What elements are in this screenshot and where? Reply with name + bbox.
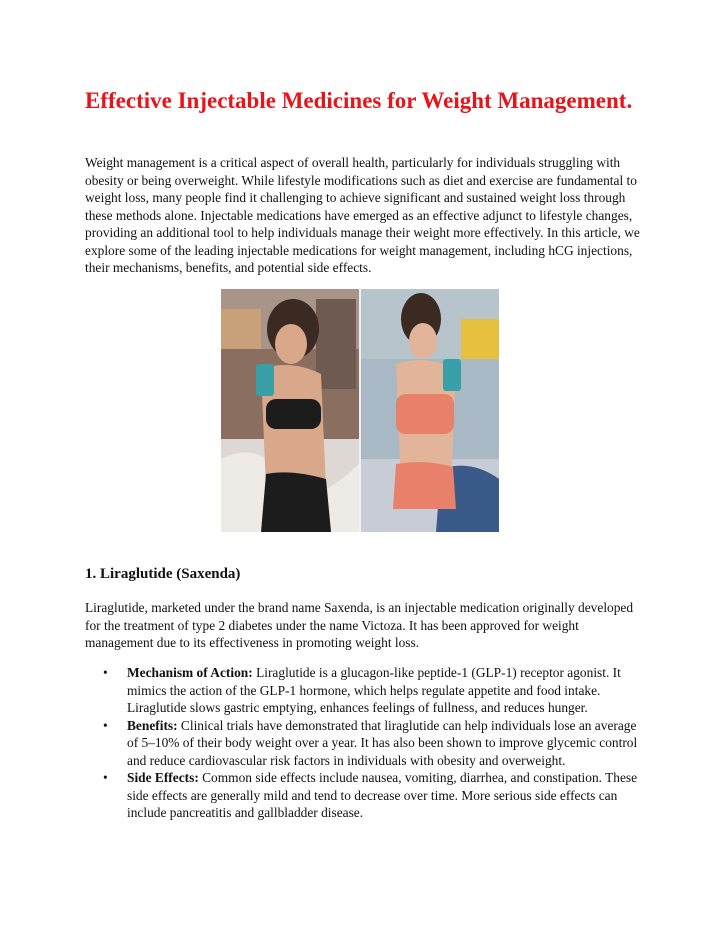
bullet-icon: • <box>103 665 108 680</box>
before-after-photo <box>221 289 499 532</box>
bullet-text: Liraglutide is a glucagon-like peptide-1 (GLP-1) receptor agonist. It mimics the action of the GLP-1 hormone, which helps regulate appetite and food intake. Liraglutide slows gastric emptying, enhances feelings of fullness, and reduces hunger. <box>127 665 621 715</box>
document-title: Effective Injectable Medicines for Weight Management. <box>85 88 633 113</box>
intro-paragraph: Weight management is a critical aspect of overall health, particularly for individuals struggling with obesity or being overweight. While lifestyle modifications such as diet and exercise are fundamental to weight loss, many people find it challenging to achieve significant and sustained weight loss through these methods alone. Injectable medications have emerged as an effective adjunct to lifestyle changes, providing an additional tool to help individuals manage their weight more effectively. In this article, we explore some of the leading injectable medications for weight management, including hCG injections, their mechanisms, benefits, and potential side effects. <box>85 155 640 275</box>
section-paragraph: Liraglutide, marketed under the brand name Saxenda, is an injectable medication originally developed for the treatment of type 2 diabetes under the name Victoza. It has been approved for weight management due to its effectiveness in promoting weight loss. <box>85 600 634 650</box>
list-item <box>85 769 645 822</box>
bullet-icon: • <box>103 770 108 785</box>
list-item <box>85 717 645 770</box>
bullet-icon: • <box>103 717 108 733</box>
bullet-text: Clinical trials have demonstrated that liraglutide can help individuals lose an average of 5–10% of their body weight over a year. It has also been shown to improve glycemic control and reduce cardiovascular risk factors in individuals with obesity and overweight. <box>127 717 638 768</box>
section-heading: 1. Liraglutide (Saxenda) <box>85 566 241 582</box>
bullet-list <box>85 664 645 822</box>
list-item <box>85 664 645 717</box>
bullet-label: Mechanism of Action: <box>127 665 253 680</box>
bullet-text: Common side effects include nausea, vomiting, diarrhea, and constipation. These side effects are generally mild and tend to decrease over time. More serious side effects can include pancreatitis and gallbladder disease. <box>127 770 638 820</box>
bullet-label: Side Effects: <box>127 770 199 785</box>
bullet-label: Benefits: <box>127 717 178 733</box>
